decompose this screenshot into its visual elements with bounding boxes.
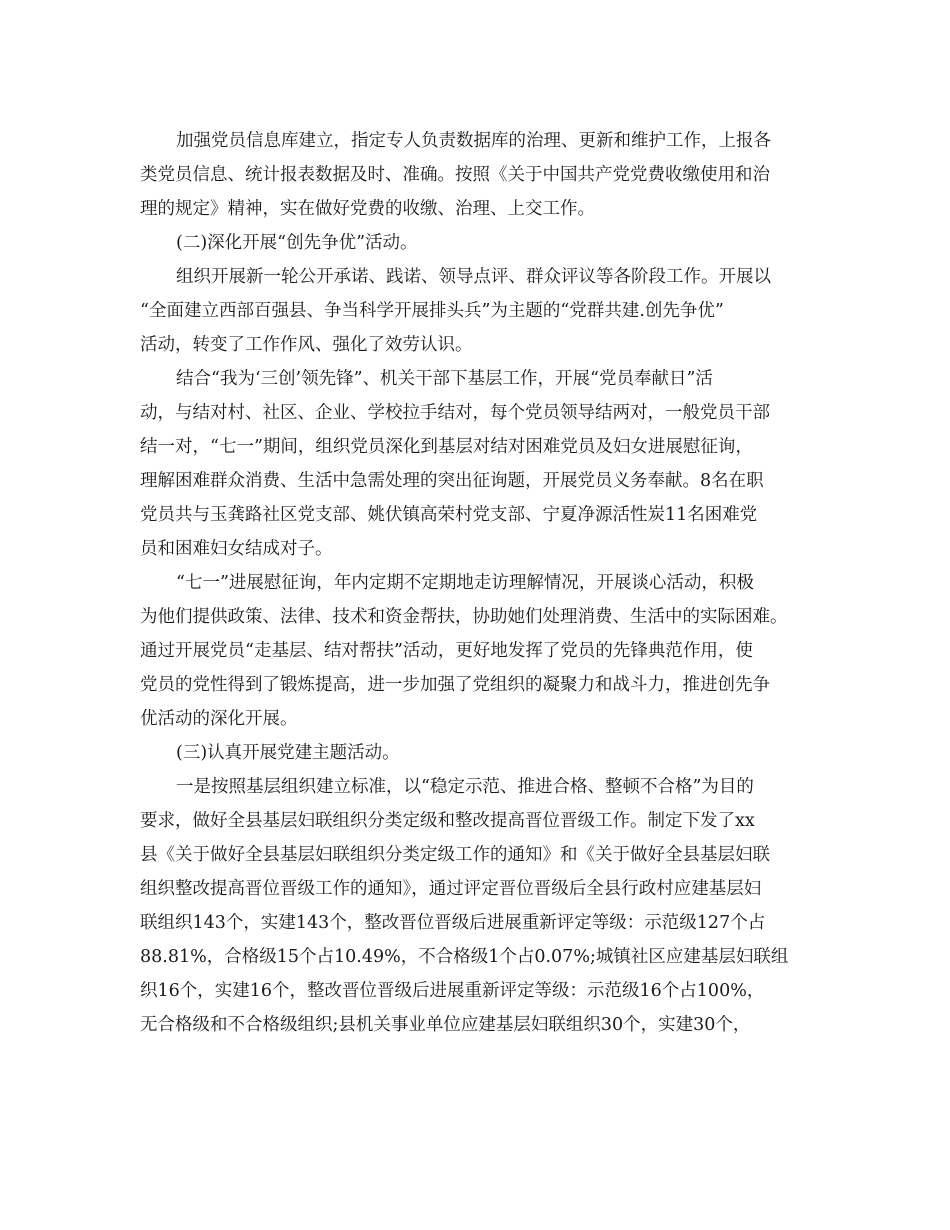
text-line: 结一对，“七一”期间，组织党员深化到基层对结对困难党员及妇女进展慰征询， <box>140 437 753 457</box>
text-line: 动，与结对村、社区、企业、学校拉手结对，每个党员领导结两对，一般党员干部 <box>140 403 770 423</box>
text-line: 无合格级和不合格级组织;县机关事业单位应建基层妇联组织30个，实建30个， <box>140 1015 751 1035</box>
text-line: 组织开展新一轮公开承诺、践诺、领导点评、群众评议等各阶段工作。开展以 <box>176 267 771 287</box>
text-line: 通过开展党员“走基层、结对帮扶”活动，更好地发挥了党员的先锋典范作用，使 <box>140 641 753 661</box>
text-line: 88.81%，合格级15个占10.49%，不合格级1个占0.07%;城镇社区应建基层妇联组 <box>140 947 789 967</box>
text-line: 理的规定》精神，实在做好党费的收缴、治理、上交工作。 <box>140 199 595 219</box>
section-heading: (二)深化开展“创先争优”活动。 <box>176 233 418 253</box>
text-line: 类党员信息、统计报表数据及时、准确。按照《关于中国共产党党费收缴使用和治 <box>140 165 770 185</box>
document-body <box>140 124 820 1042</box>
text-line: 要求，做好全县基层妇联组织分类定级和整改提高晋位晋级工作。制定下发了xx <box>140 811 755 831</box>
section-heading: (三)认真开展党建主题活动。 <box>176 743 400 763</box>
text-line: 一是按照基层组织建立标准，以“稳定示范、推进合格、整顿不合格”为目的 <box>176 777 754 797</box>
text-line: 员和困难妇女结成对子。 <box>140 539 333 559</box>
text-line: 为他们提供政策、法律、技术和资金帮扶，协助她们处理消费、生活中的实际困难。 <box>140 607 788 627</box>
text-line: “全面建立西部百强县、争当科学开展排头兵”为主题的“党群共建.创先争优” <box>140 301 724 321</box>
text-line: 理解困难群众消费、生活中急需处理的突出征询题，开展党员义务奉献。8名在职 <box>140 471 764 491</box>
text-line: 织16个，实建16个，整改晋位晋级后进展重新评定等级：示范级16个占100%， <box>140 981 765 1001</box>
text-line: 加强党员信息库建立，指定专人负责数据库的治理、更新和维护工作，上报各 <box>176 131 771 151</box>
text-line: 党员的党性得到了锻炼提高，进一步加强了党组织的凝聚力和战斗力，推进创先争 <box>140 675 770 695</box>
text-line: 党员共与玉龚路社区党支部、姚伏镇高荣村党支部、宁夏净源活性炭11名困难党 <box>140 505 758 525</box>
text-line: 县《关于做好全县基层妇联组织分类定级工作的通知》和《关于做好全县基层妇联 <box>140 845 770 865</box>
text-line: 联组织143个，实建143个，整改晋位晋级后进展重新评定等级：示范级127个占 <box>140 913 766 933</box>
text-line: 结合“我为‘三创’领先锋”、机关干部下基层工作，开展“党员奉献日”活 <box>176 369 713 389</box>
text-line: 组织整改提高晋位晋级工作的通知》，通过评定晋位晋级后全县行政村应建基层妇 <box>140 879 762 899</box>
text-line: 活动，转变了工作作风、强化了效劳认识。 <box>140 335 473 355</box>
text-line: 优活动的深化开展。 <box>140 709 298 729</box>
text-line: “七一”进展慰征询，年内定期不定期地走访理解情况，开展谈心活动，积极 <box>176 573 754 593</box>
